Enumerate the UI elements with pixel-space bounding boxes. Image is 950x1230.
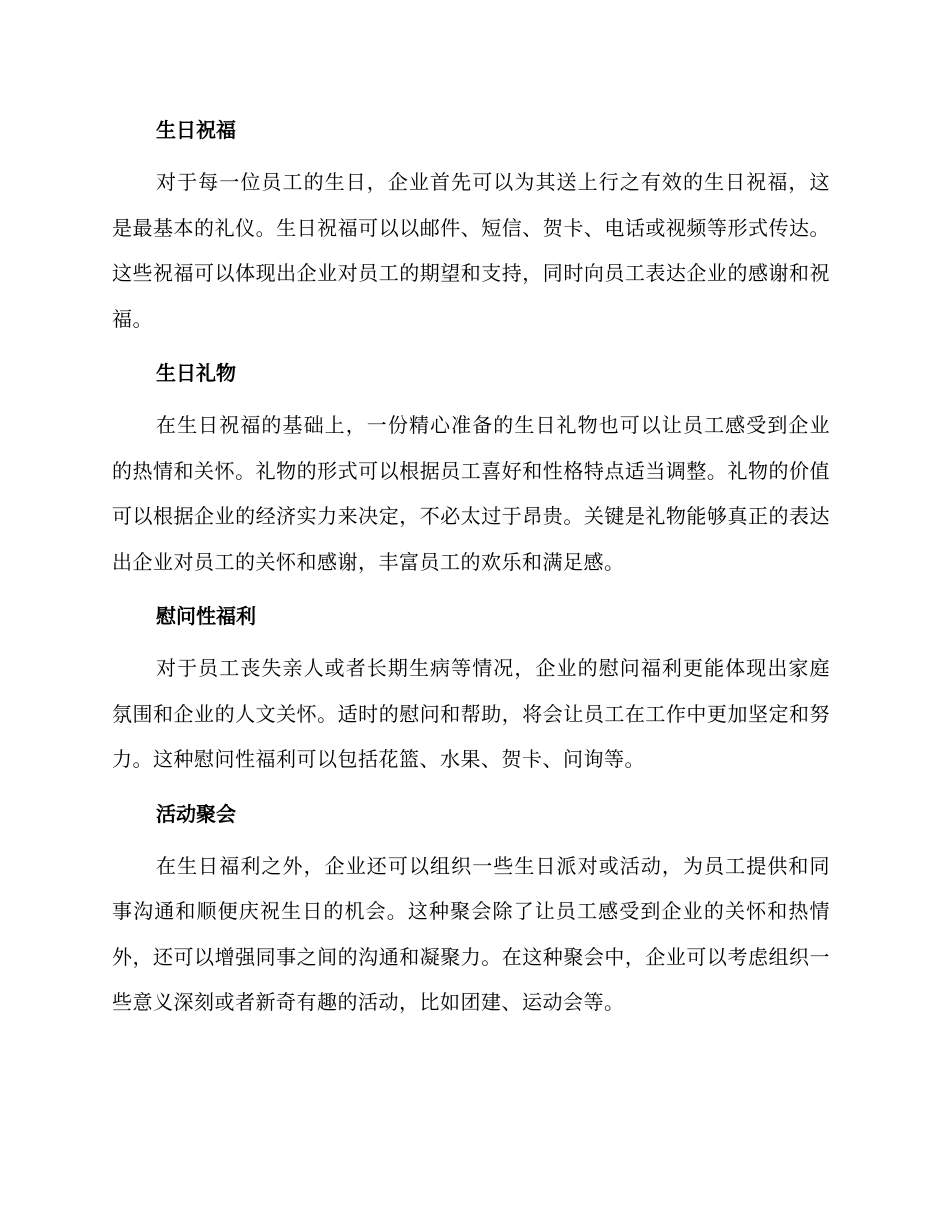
section-body-condolence-benefits: 对于员工丧失亲人或者长期生病等情况，企业的慰问福利更能体现出家庭氛围和企业的人文关怀。适时的慰问和帮助，将会让员工在工作中更加坚定和努力。这种慰问性福利可以包括花篮、水果、贺卡、问询等。 [112, 656, 830, 771]
section-heading-condolence-benefits: 慰问性福利 [156, 604, 256, 628]
section-heading-birthday-wishes: 生日祝福 [156, 118, 236, 142]
document-content [112, 108, 830, 1026]
section-heading-activity-gathering: 活动聚会 [156, 801, 236, 826]
section-heading-birthday-gift: 生日礼物 [156, 361, 236, 385]
section-body-activity-gathering: 在生日福利之外，企业还可以组织一些生日派对或活动，为员工提供和同事沟通和顺便庆祝生日的机会。这种聚会除了让员工感受到企业的关怀和热情外，还可以增强同事之间的沟通和凝聚力。在这种聚会中，企业可以考虑组织一些意义深刻或者新奇有趣的活动，比如团建、运动会等。 [112, 853, 830, 1014]
section-body-birthday-wishes: 对于每一位员工的生日，企业首先可以为其送上行之有效的生日祝福，这是最基本的礼仪。生日祝福可以以邮件、短信、贺卡、电话或视频等形式传达。这些祝福可以体现出企业对员工的期望和支持，同时向员工表达企业的感谢和祝福。 [112, 170, 830, 331]
section-body-birthday-gift: 在生日祝福的基础上，一份精心准备的生日礼物也可以让员工感受到企业的热情和关怀。礼物的形式可以根据员工喜好和性格特点适当调整。礼物的价值可以根据企业的经济实力来决定，不必太过于昂贵。关键是礼物能够真正的表达出企业对员工的关怀和感谢，丰富员工的欢乐和满足感。 [112, 413, 830, 574]
